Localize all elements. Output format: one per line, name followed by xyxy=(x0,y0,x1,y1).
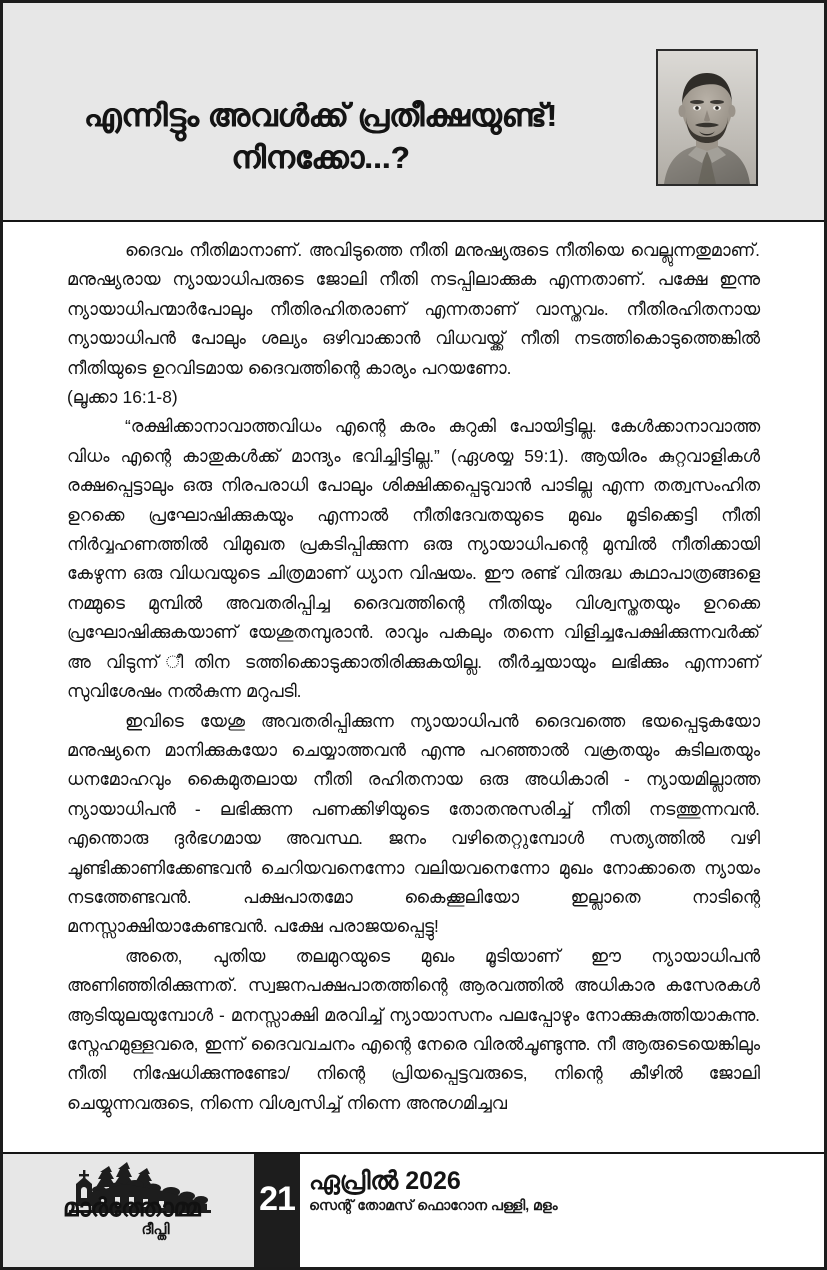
paragraph-text: അതെ, പുതിയ തലമുറയുടെ മുഖം മൂടിയാണ് ഈ ന്യായാധിപൻ അണിഞ്ഞിരിക്കുന്നത്. സ്വജനപക്ഷപാതത്തിന്റെ ആരവത്തിൽ അധികാര കസേരകൾ ആടിയുലയുമ്പോൾ - മനസ്സാക്ഷി മരവിച്ച് ന്യായാസനം പലപ്പോഴും നോക്കുകുത്തിയാകുന്നു. സ്നേഹമുള്ളവരെ, ഇന്ന് ദൈവവചനം എന്റെ നേരെ വിരൽചൂണ്ടുന്നു. നീ ആരുടെയെങ്കിലും നീതി നിഷേധിക്കുന്നുണ്ടോ/ നിന്റെ പ്രിയപ്പെട്ടവരുടെ, നിന്റെ കീഴിൽ ജോലി ചെയ്യുന്നവരുടെ, നിന്നെ വിശ്വസിച്ച് നിന്നെ അനുഗമിച്ചവ xyxy=(67,945,760,1113)
article-paragraph xyxy=(67,412,760,706)
article-body xyxy=(3,222,824,1152)
venue-name: സെന്റ് തോമസ് ഫൊറോന പള്ളി, മളം xyxy=(309,1197,558,1214)
page-title xyxy=(27,95,614,179)
date-day: 21 xyxy=(259,1179,295,1218)
article-paragraph xyxy=(67,942,760,1118)
article-title-block xyxy=(27,95,614,179)
article-paragraph xyxy=(67,236,760,412)
page-header xyxy=(3,3,824,222)
masthead-logo xyxy=(3,1154,254,1267)
date-info-block xyxy=(300,1154,824,1267)
date-number-block xyxy=(254,1154,300,1267)
paragraph-text: ഇവിടെ യേശു അവതരിപ്പിക്കുന്ന ന്യായാധിപൻ ദൈവത്തെ ഭയപ്പെടുകയോ മനുഷ്യനെ മാനിക്കുകയോ ചെയ്യാത്തവൻ എന്നു പറഞ്ഞാൽ വക്രതയും കുടിലതയും ധനമോഹവും കൈമുതലായ നീതി രഹിതനായ ഒരു അധികാരി - ന്യായമില്ലാത്ത ന്യായാധിപൻ - ലഭിക്കുന്ന പണക്കിഴിയുടെ തോതനുസരിച്ച് നീതി നടത്തുന്നവൻ. എന്തൊരു ദുർഭഗമായ അവസ്ഥ. ജനം വഴിതെറ്റുമ്പോൾ സത്യത്തിൽ വഴി ചൂണ്ടിക്കാണിക്കേണ്ടവൻ ചെറിയവനെന്നോ വലിയവനെന്നോ മുഖം നോക്കാതെ ന്യായം നടത്തേണ്ടവൻ. പക്ഷപാതമോ കൈക്കൂലിയോ ഇല്ലാതെ നാടിന്റെ മനസ്സാക്ഷിയാകേണ്ടവൻ. പക്ഷേ പരാജയപ്പെട്ടു! xyxy=(67,710,760,937)
masthead-title: മാർത്തോമ്മ xyxy=(62,1193,201,1222)
author-photo xyxy=(656,49,758,186)
article-paragraph xyxy=(67,707,760,942)
paragraph-text: “രക്ഷിക്കാനാവാത്തവിധം എന്റെ കരം കുറുകി പോയിട്ടില്ല. കേൾക്കാനാവാത്ത വിധം എന്റെ കാതുകൾക്ക് മാന്ദ്യം ഭവിച്ചിട്ടില്ല.” (ഏശയ്യ 59:1). ആയിരം കുറ്റവാളികൾ രക്ഷപ്പെട്ടാലും ഒരു നിരപരാധി പോലും ശിക്ഷിക്കപ്പെടുവാൻ പാടില്ല എന്ന തത്വസംഹിത ഉറക്കെ പ്രഘോഷിക്കുകയും എന്നാൽ നീതിദേവതയുടെ മുഖം മൂടിക്കെട്ടി നീതി നിർവ്വഹണത്തിൽ വിമുഖത പ്രകടിപ്പിക്കുന്ന ഒരു ന്യായാധിപന്റെ മുമ്പിൽ നീതിക്കായി കേഴുന്ന ഒരു വിധവയുടെ ചിത്രമാണ് ധ്യാന വിഷയം. ഈ രണ്ട് വിരുദ്ധ കഥാപാത്രങ്ങളെ നമ്മുടെ മുമ്പിൽ അവതരിപ്പിച്ച ദൈവത്തിന്റെ നീതിയും വിശ്വസ്തതയും ഉറക്കെ പ്രഘോഷിക്കുകയാണ് യേശുതമ്പുരാൻ. രാവും പകലും തന്നെ വിളിച്ചപേക്ഷിക്കുന്നവർക്ക് അ വിടുന്ന് ീതിന ടത്തിക്കൊടുക്കാതിരിക്കുകയില്ല. തീർച്ചയായും ലഭിക്കും എന്നാണ് സുവിശേഷം നൽകുന്ന മറുപടി. xyxy=(67,416,760,702)
page-footer xyxy=(3,1152,824,1267)
article-title-line-1: എന്നിട്ടും അവൾക്ക് പ്രതീക്ഷയുണ്ട്! xyxy=(83,98,558,133)
author-portrait-illustration xyxy=(658,51,756,184)
article-title-line-2: നിനക്കോ...? xyxy=(231,139,410,175)
paragraph-text: ദൈവം നീതിമാനാണ്. അവിടുത്തെ നീതി മനുഷ്യരുടെ നീതിയെ വെല്ലുന്നതുമാണ്. മനുഷ്യരായ ന്യായാധിപരുടെ ജോലി നീതി നടപ്പിലാക്കുക എന്നതാണ്. പക്ഷേ ഇന്നു ന്യായാധിപന്മാർപോലും നീതിരഹിതരാണ് എന്നതാണ് വാസ്തവം. നീതിരഹിതനായ ന്യായാധിപൻ പോലും ശല്യം ഒഴിവാക്കാൻ വിധവയ്ക്ക് നീതി നടത്തികൊടുത്തെങ്കിൽ നീതിയുടെ ഉറവിടമായ ദൈവത്തിന്റെ കാര്യം പറയണോ. xyxy=(67,240,760,378)
date-month-year: ഏപ്രിൽ 2026 xyxy=(309,1167,461,1195)
scripture-reference: (ലൂക്കാ 16:1-8) xyxy=(67,387,178,408)
masthead-subtitle: ദീപ്തി xyxy=(141,1220,170,1238)
